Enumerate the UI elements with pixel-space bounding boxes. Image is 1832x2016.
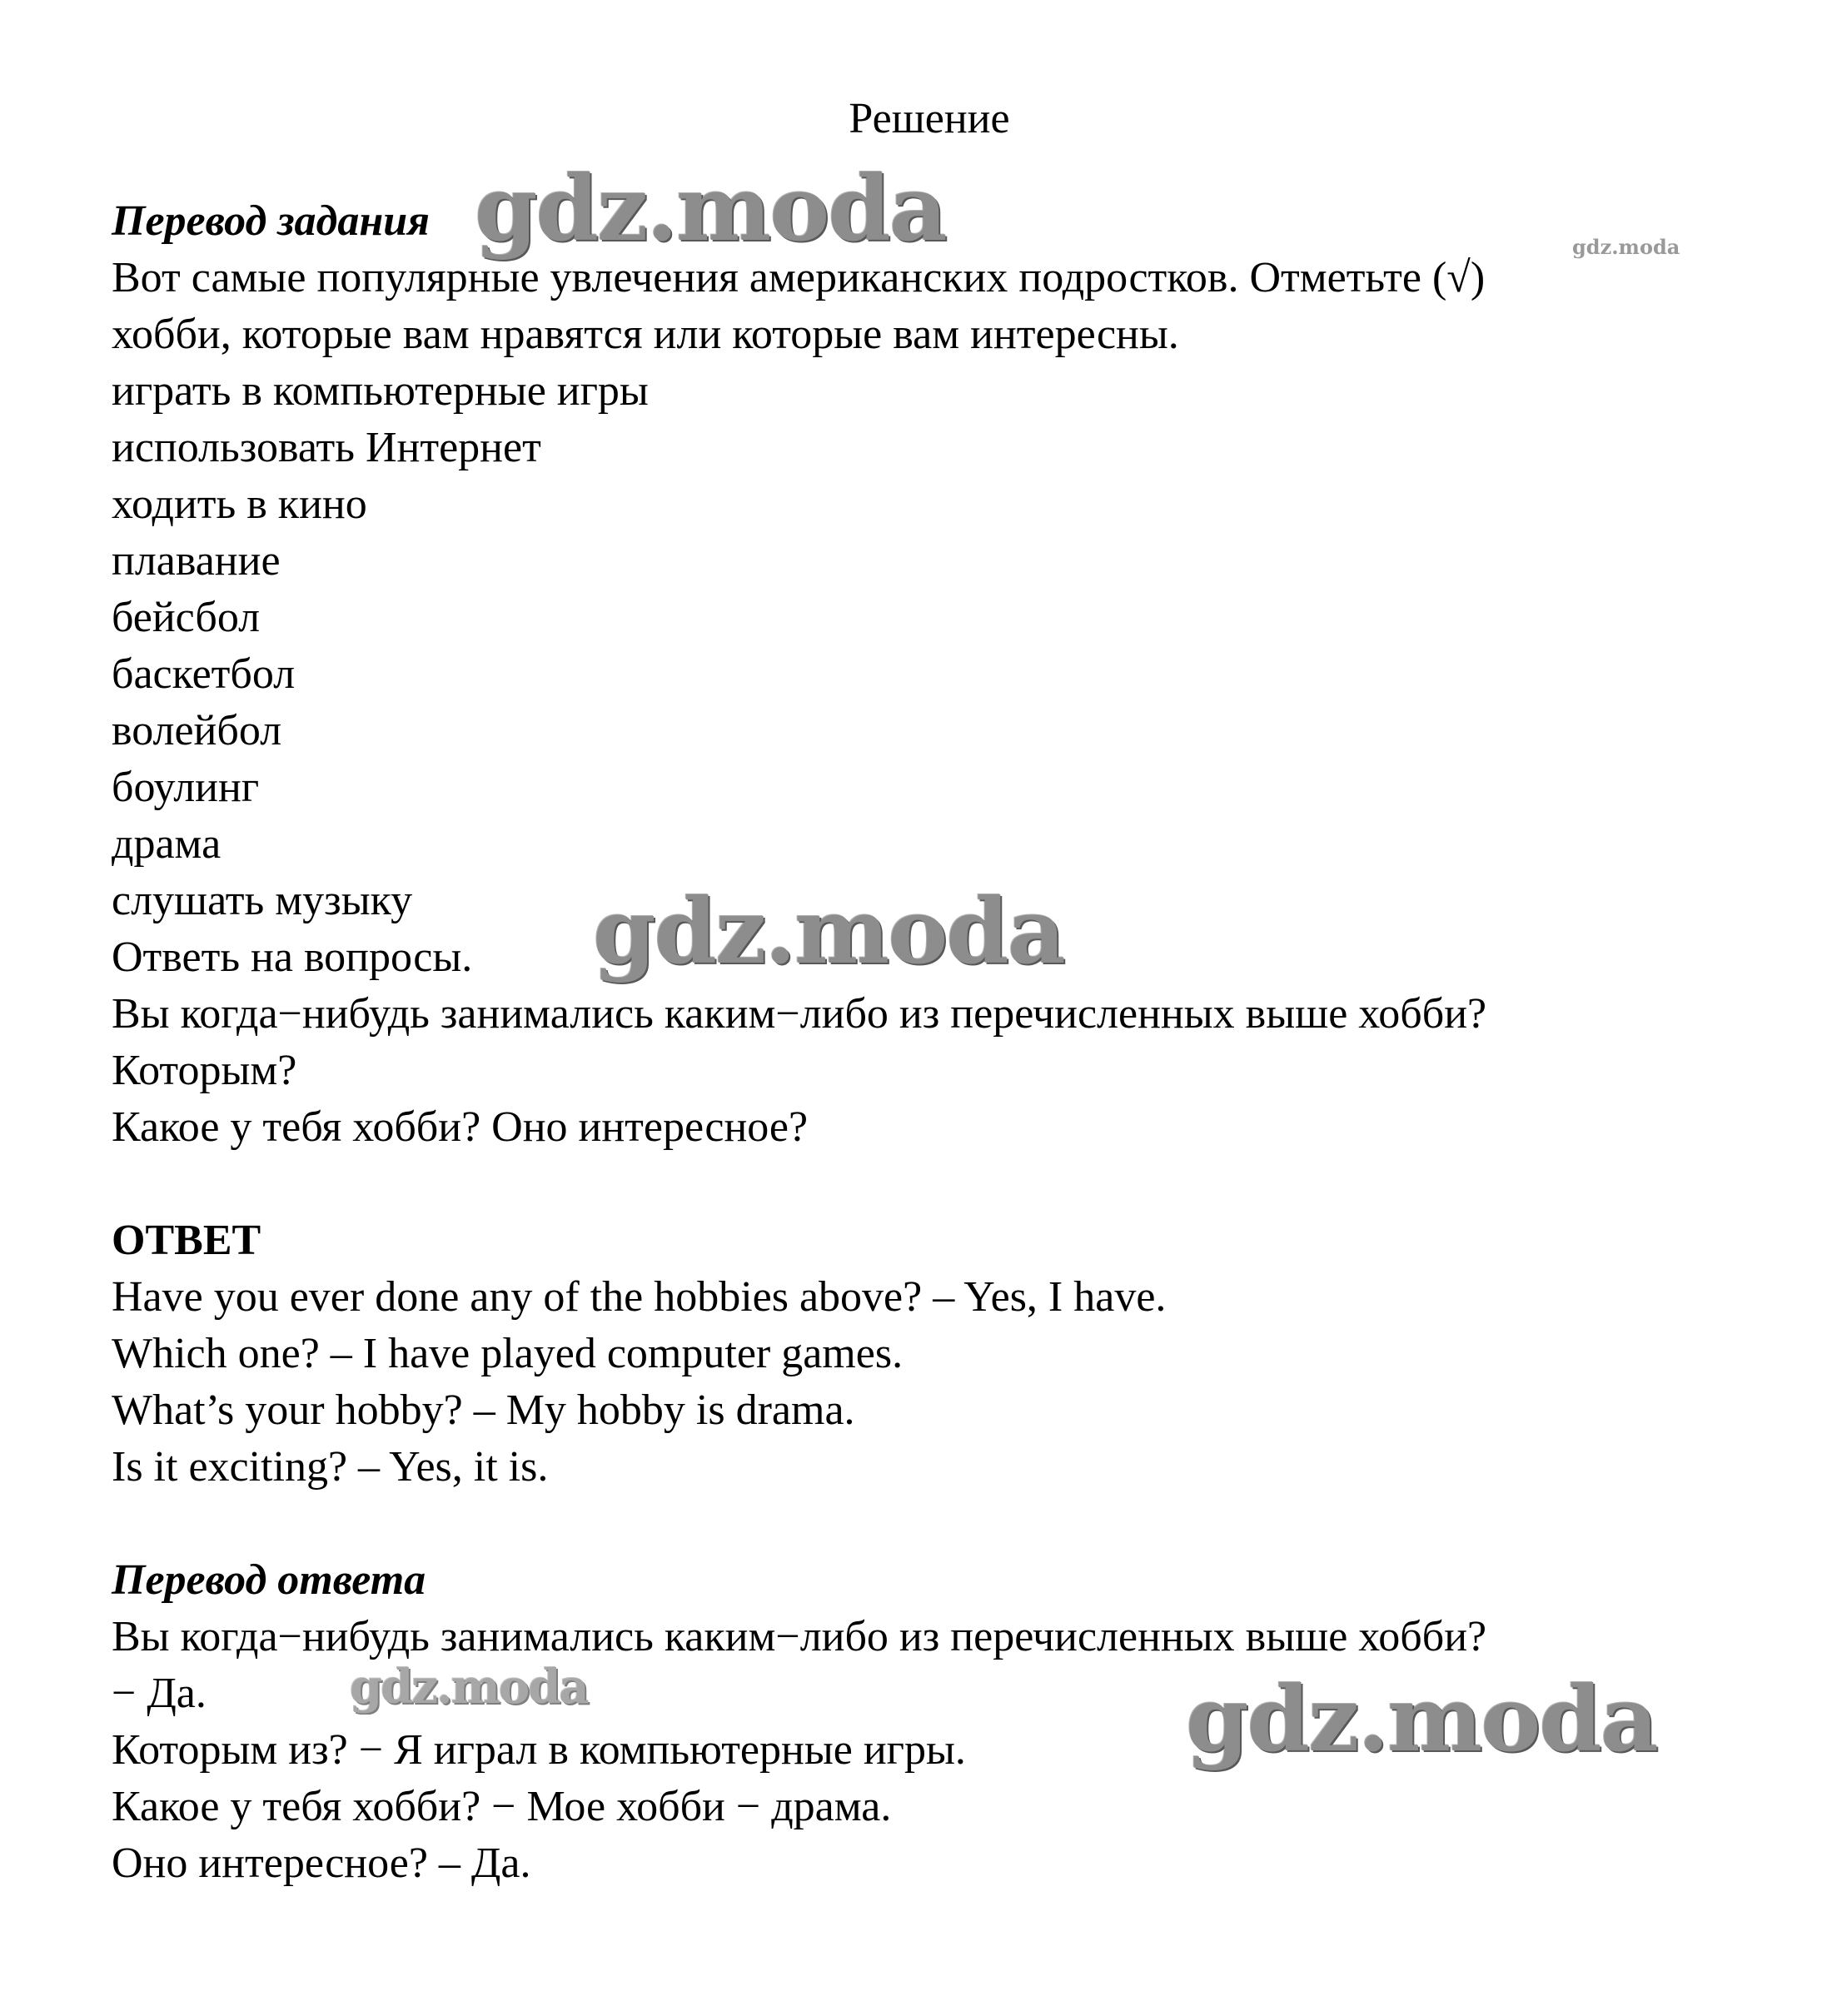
task-line: Ответь на вопросы. (112, 933, 473, 981)
hobby-list-item: баскетбол (112, 650, 296, 698)
answer-line: What’s your hobby? – My hobby is drama. (112, 1386, 855, 1434)
watermark-logo: gdz.moda (1186, 1667, 1657, 1772)
hobby-list-item: слушать музыку (112, 877, 413, 924)
hobby-list-item: плавание (112, 537, 281, 585)
answer-heading: ОТВЕТ (112, 1217, 261, 1264)
hobby-list-item: бейсбол (112, 594, 261, 641)
section-spacer (112, 1496, 1777, 1552)
answer-translation-line: Оно интересное? – Да. (112, 1839, 531, 1887)
answer-translation-line: − Да. (112, 1670, 207, 1717)
task-question: Какое у тебя хобби? Оно интересное? (112, 1103, 809, 1151)
task-line: Вот самые популярные увлечения американских подростков. Отметьте (√) (112, 254, 1486, 301)
hobby-list-item: играть в компьютерные игры (112, 367, 649, 415)
hobby-list-item: волейбол (112, 707, 282, 754)
task-question: Которым? (112, 1047, 297, 1094)
task-line: хобби, которые вам нравятся или которые вам интересны. (112, 311, 1179, 358)
answer-translation-heading: Перевод ответа (112, 1556, 426, 1604)
task-question: Вы когда−нибудь занимались каким−либо из перечисленных выше хобби? (112, 990, 1487, 1038)
answer-translation-line: Вы когда−нибудь занимались каким−либо из перечисленных выше хобби? (112, 1613, 1487, 1660)
watermark-logo-medium: gdz.moda (350, 1660, 588, 1715)
hobby-list-item: использовать Интернет (112, 424, 541, 471)
answer-line: Is it exciting? – Yes, it is. (112, 1443, 549, 1491)
page-title: Решение (849, 95, 1010, 142)
section-spacer (112, 1156, 1777, 1212)
watermark-logo-small: gdz.moda (1572, 235, 1680, 259)
answer-translation-line: Которым из? − Я играл в компьютерные игры. (112, 1726, 966, 1774)
hobby-list-item: ходить в кино (112, 480, 367, 528)
document-body (112, 193, 1777, 1892)
answer-line: Have you ever done any of the hobbies above? – Yes, I have. (112, 1273, 1167, 1321)
task-translation-heading: Перевод задания (112, 197, 430, 245)
answer-line: Which one? – I have played computer games. (112, 1330, 904, 1377)
hobby-list-item: боулинг (112, 764, 260, 811)
watermark-logo: gdz.moda (593, 879, 1064, 984)
hobby-list-item: драма (112, 820, 222, 868)
answer-translation-line: Какое у тебя хобби? − Мое хобби − драма. (112, 1783, 892, 1830)
watermark-logo: gdz.moda (475, 157, 946, 261)
